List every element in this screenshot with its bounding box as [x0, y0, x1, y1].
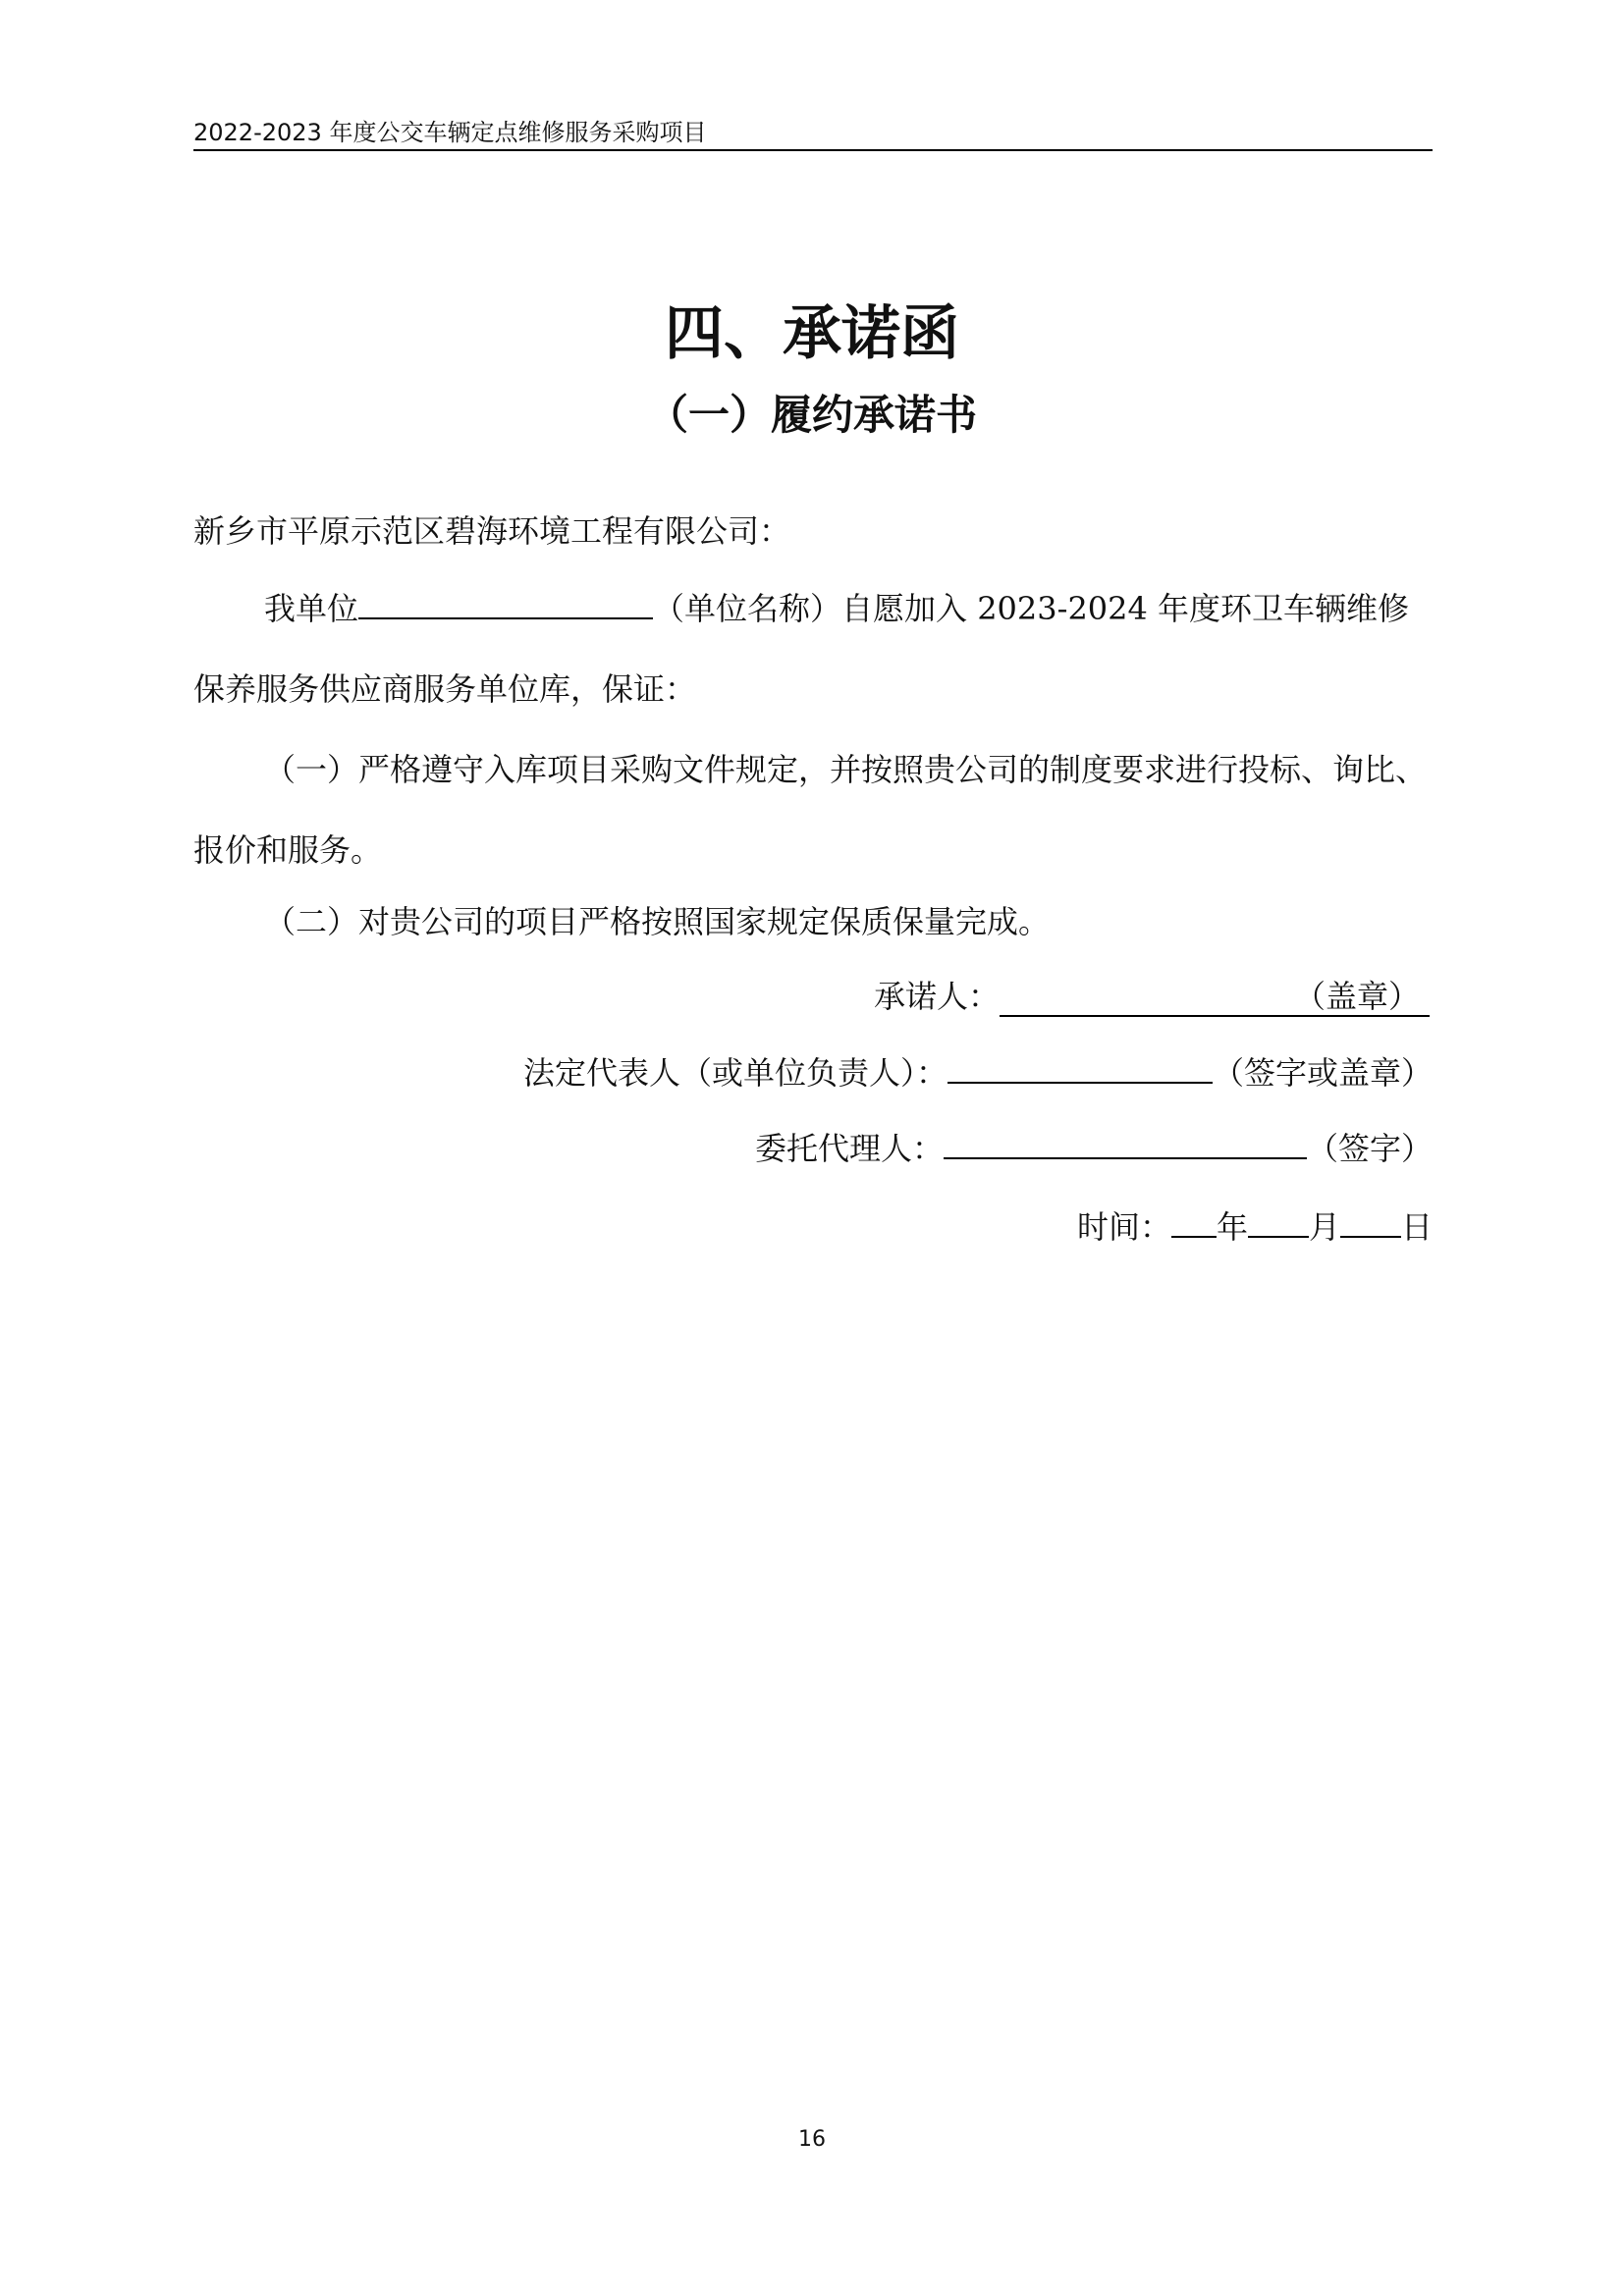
month-label: 月 — [1308, 1208, 1340, 1246]
p1-prefix: 我单位 — [264, 590, 359, 627]
promisor-label: 承诺人： — [873, 978, 1000, 1015]
recipient: 新乡市平原示范区碧海环境工程有限公司： — [193, 512, 791, 550]
unit-name-blank[interactable] — [358, 588, 653, 619]
page-header — [193, 116, 1433, 151]
legal-rep-blank[interactable] — [947, 1052, 1213, 1084]
promisor-note: （盖章） — [1293, 978, 1420, 1015]
page-title: 四、承诺函 — [665, 299, 959, 368]
paragraph-item-1: （一）严格遵守入库项目采购文件规定，并按照贵公司的制度要求进行投标、询比、报价和服务。 — [193, 751, 1428, 869]
month-blank[interactable] — [1248, 1206, 1309, 1238]
legal-rep-label: 法定代表人（或单位负责人）： — [522, 1054, 947, 1092]
agent-label: 委托代理人： — [754, 1130, 944, 1167]
agent-line — [755, 1124, 1433, 1173]
paragraph-item-2: （二）对贵公司的项目严格按照国家规定保质保量完成。 — [264, 903, 1051, 940]
legal-rep-line — [523, 1048, 1433, 1097]
day-blank[interactable] — [1340, 1206, 1401, 1238]
promisor-blank[interactable] — [1000, 978, 1294, 1007]
promisor-line — [874, 972, 1430, 1021]
legal-rep-note: （签字或盖章） — [1212, 1054, 1433, 1092]
paragraph-commitment — [193, 568, 1440, 729]
year-label: 年 — [1216, 1208, 1248, 1246]
agent-blank[interactable] — [944, 1128, 1307, 1159]
year-blank[interactable] — [1171, 1206, 1217, 1238]
date-line — [1077, 1202, 1433, 1252]
agent-note: （签字） — [1306, 1130, 1433, 1167]
day-label: 日 — [1400, 1208, 1433, 1246]
page-subtitle: （一）履约承诺书 — [646, 391, 977, 439]
p1-suffix: （单位名称）自愿加入 2023-2024 年度环卫车辆维修保养服务供应商服务单位库，保证： — [193, 590, 1410, 708]
time-label: 时间： — [1076, 1208, 1171, 1246]
header-project-title: 2022-2023 年度公交车辆定点维修服务采购项目 — [193, 119, 707, 146]
page-number: 16 — [798, 2127, 826, 2152]
promisor-field[interactable] — [1000, 978, 1430, 1017]
